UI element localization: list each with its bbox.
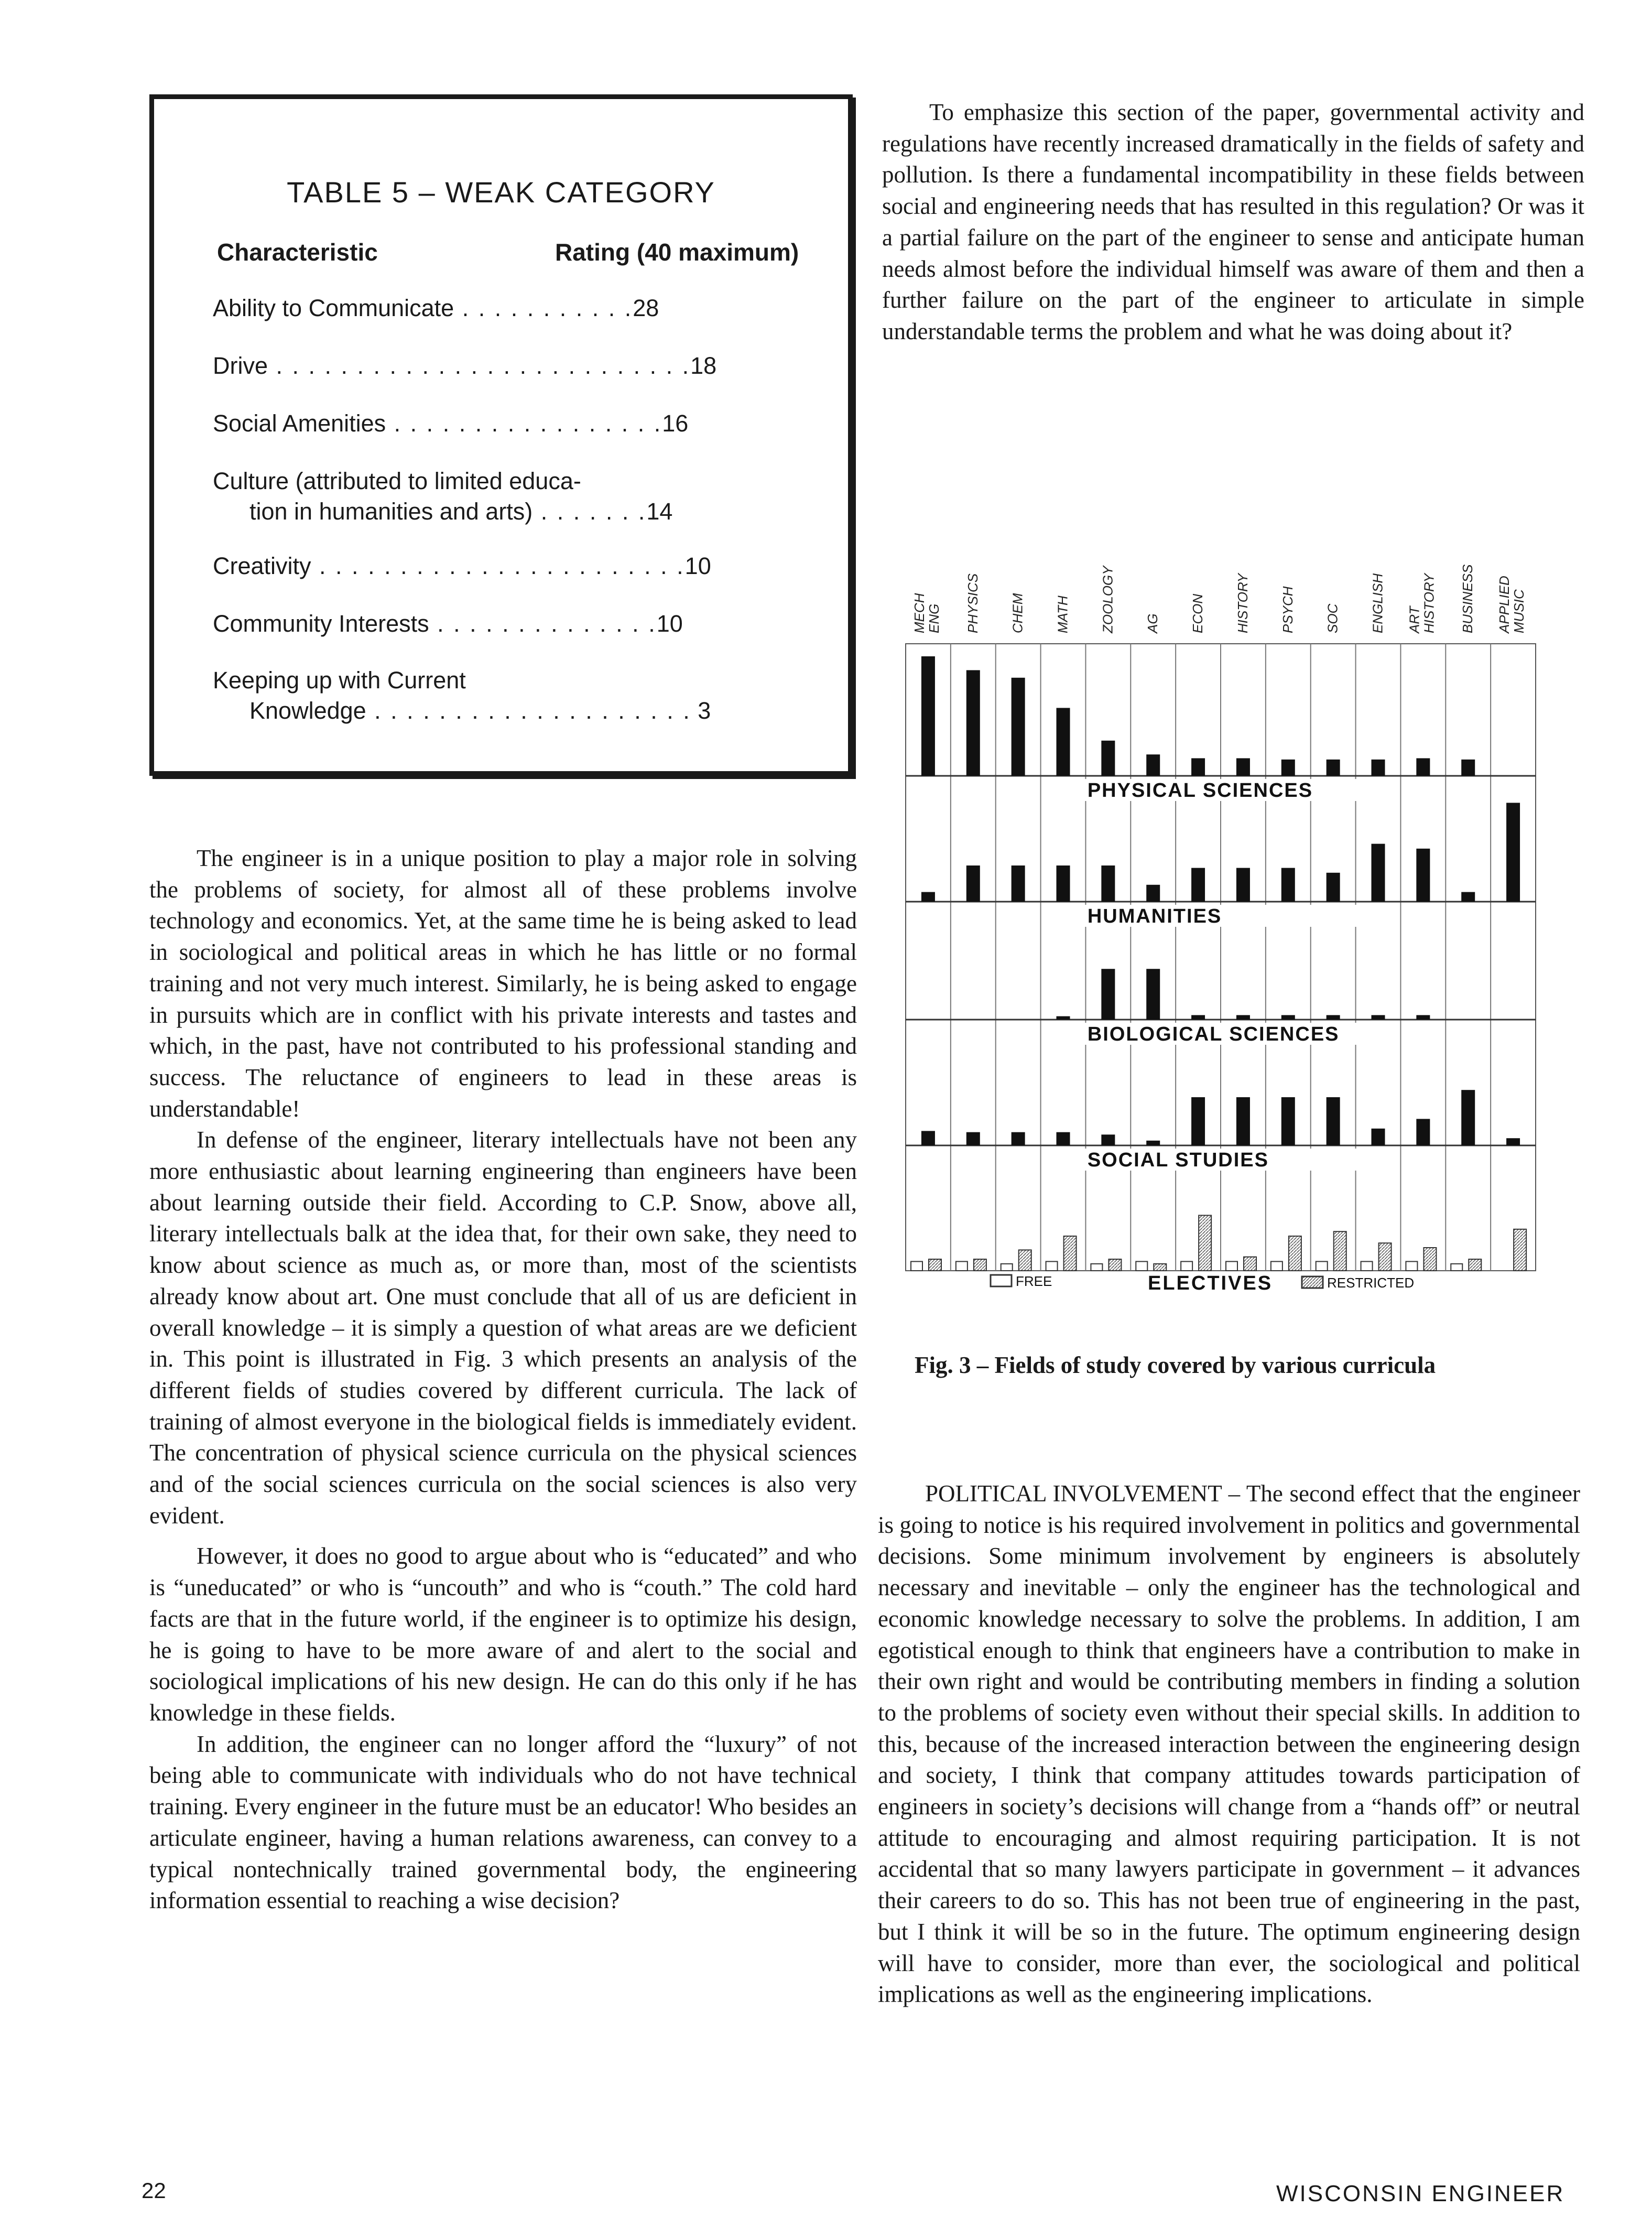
paragraph: However, it does no good to argue about who is “educated” and who is “uneducated” or who is “uncouth” and who is “couth.” The cold hard facts are that in the future world, if the engineer is to optimize his design, he is going to have to be more aware of and alert to the social and sociological implications of his new design. He can do this only if he has knowledge in these fields. xyxy=(149,1543,857,1726)
data-bar xyxy=(1506,803,1520,902)
legend-free-label: FREE xyxy=(1016,1273,1052,1289)
data-bar xyxy=(1327,1097,1340,1145)
elective-free-bar xyxy=(1136,1261,1147,1271)
row-value: 16 xyxy=(662,410,689,437)
data-bar xyxy=(1236,868,1250,902)
elective-free-bar xyxy=(1406,1261,1417,1271)
paragraph: To emphasize this section of the paper, governmental activity and regulations have recently increased dramatically in the fields of safety and pollution. Is there a fundamental incompatibility in these fields between social and engineering needs that has resulted in this regulation? Or was it a partial failure on the part of the engineer to sense and anticipate human needs almost before the individual himself was aware of them and then a further failure on the part of the engineer to articulate in simple understandable terms the problem and what he was doing about it? xyxy=(882,99,1584,344)
elective-restricted-bar xyxy=(974,1259,986,1271)
data-bar xyxy=(1101,865,1115,902)
data-bar xyxy=(966,865,980,902)
data-bar xyxy=(1191,1097,1205,1145)
category-label: ZOOLOGY xyxy=(1100,566,1116,633)
elective-free-bar xyxy=(1361,1261,1373,1271)
elective-free-bar xyxy=(1451,1264,1462,1271)
elective-free-bar xyxy=(1316,1261,1328,1271)
category-label: PSYCH xyxy=(1279,586,1296,633)
data-bar xyxy=(1461,1090,1475,1145)
data-bar xyxy=(1057,1132,1070,1145)
data-bar xyxy=(1012,865,1025,902)
data-bar xyxy=(921,656,935,776)
panel-label: HUMANITIES xyxy=(1087,905,1222,927)
category-label: HISTORY xyxy=(1234,573,1251,633)
figure-caption: Fig. 3 – Fields of study covered by various curricula xyxy=(915,1352,1436,1378)
elective-restricted-bar xyxy=(929,1259,941,1271)
elective-restricted-bar xyxy=(1019,1250,1031,1271)
data-bar xyxy=(1372,844,1385,902)
category-label: MATH xyxy=(1055,596,1071,633)
table5-box xyxy=(149,94,853,776)
data-bar xyxy=(1146,885,1160,902)
row-label: Culture (attributed to limited educa- xyxy=(213,468,581,494)
data-bar xyxy=(1372,1129,1385,1145)
data-bar xyxy=(1191,758,1205,776)
data-bar xyxy=(1327,760,1340,776)
row-value: 14 xyxy=(646,498,673,525)
row-label: Community Interests xyxy=(213,610,429,637)
row-leader: . . . . . . . xyxy=(532,498,647,525)
category-label: SOC xyxy=(1324,603,1341,633)
row-value: 10 xyxy=(684,553,711,579)
data-bar xyxy=(1281,760,1295,776)
data-bar xyxy=(1012,1132,1025,1145)
data-bar xyxy=(1236,1015,1250,1020)
elective-free-bar xyxy=(1226,1261,1237,1271)
category-label: ECON xyxy=(1190,593,1206,633)
category-label: MECHENG xyxy=(911,593,942,633)
page-number: 22 xyxy=(142,2178,166,2203)
data-bar xyxy=(1416,758,1430,776)
data-bar xyxy=(1191,868,1205,902)
header-rating: Rating (40 maximum) xyxy=(555,239,799,266)
category-label: PHYSICS xyxy=(964,573,981,633)
category-label: ENGLISH xyxy=(1370,573,1386,633)
category-label: AG xyxy=(1145,613,1161,633)
elective-free-bar xyxy=(1271,1261,1283,1271)
data-bar xyxy=(1416,849,1430,902)
row-leader: . . . . . . . . . . . . . . . . . . . . xyxy=(366,697,691,724)
category-label: APPLIEDMUSIC xyxy=(1496,576,1527,633)
panel-label: PHYSICAL SCIENCES xyxy=(1087,780,1313,802)
row-label: Creativity xyxy=(213,553,311,579)
data-bar xyxy=(1191,1015,1205,1020)
table-row xyxy=(213,551,789,581)
row-leader: . . . . . . . . . . . xyxy=(454,295,633,321)
data-bar xyxy=(1281,1015,1295,1020)
data-bar xyxy=(1146,1141,1160,1145)
category-label: ARTHISTORY xyxy=(1406,573,1437,633)
legend-restricted-label: RESTRICTED xyxy=(1327,1275,1415,1291)
category-label: CHEM xyxy=(1009,593,1026,633)
elective-free-bar xyxy=(1091,1264,1102,1271)
table-row xyxy=(213,408,789,439)
paragraph: POLITICAL INVOLVEMENT – The second effect that the engineer is going to notice is his required involvement in politics and governmental decisions. Some minimum involvement by engineers is absolutely necessary and inevitable – only the engineer has the technological and economic knowledge necessary to solve the problems. In addition, I am egotistical enough to think that engineers have a contribution to make in their own right and would be contributing members in finding a solution to the problems of society even without their special skills. In addition to this, because of the increased interaction between the engineering design and society, I think that company attitudes towards participation of engineers in society’s decisions will change from a “hands off” or neutral attitude to encouraging and almost requiring participation. It is not accidental that so many lawyers participate in government – it advances their careers to do so. This has not been true of engineering in the past, but I think it will be so in the future. The optimum engineering design will have to consider, more than ever, the sociological and political implications as well as the engineering implications. xyxy=(878,1480,1580,2008)
elective-restricted-bar xyxy=(1379,1243,1392,1271)
data-bar xyxy=(1281,868,1295,902)
data-bar xyxy=(1236,1097,1250,1145)
elective-restricted-bar xyxy=(1244,1257,1256,1271)
data-bar xyxy=(1327,1015,1340,1020)
table-row xyxy=(213,351,789,381)
left-column-text xyxy=(149,843,857,1917)
table-title: TABLE 5 – WEAK CATEGORY xyxy=(287,176,715,209)
elective-restricted-bar xyxy=(1064,1236,1077,1271)
data-bar xyxy=(1372,1015,1385,1020)
data-bar xyxy=(1057,708,1070,776)
right-top-text xyxy=(882,97,1584,348)
elective-restricted-bar xyxy=(1469,1259,1481,1271)
row-label: Social Amenities xyxy=(213,410,386,437)
data-bar xyxy=(966,1132,980,1145)
elective-restricted-bar xyxy=(1514,1229,1526,1271)
data-bar xyxy=(1146,754,1160,776)
row-value: 10 xyxy=(656,610,683,637)
paragraph: In defense of the engineer, literary intellectuals have not been any more enthusiastic about learning engineering than engineers have been about learning outside their field. According to C.P. Snow, above all, literary intellectuals balk at the idea that, for their own sake, they need to know about science as much as, or more than, most of the scientists already know about art. One must conclude that all of us are deficient in overall knowledge – it is simply a question of what areas are we deficient in. This point is illustrated in Fig. 3 which presents an analysis of the different fields of studies covered by different curricula. The lack of training of almost everyone in the biological fields is immediately evident. The concentration of physical science curricula on the physical sciences and of the social sciences curricula on the social sciences is also very evident. xyxy=(149,1127,857,1529)
data-bar xyxy=(921,892,935,902)
table-row xyxy=(213,609,789,639)
data-bar xyxy=(1146,969,1160,1020)
row-label: Keeping up with Current xyxy=(213,667,466,694)
row-leader: . . . . . . . . . . . . . . xyxy=(429,610,657,637)
data-bar xyxy=(1012,678,1025,776)
data-bar xyxy=(1461,760,1475,776)
panel-label: SOCIAL STUDIES xyxy=(1087,1149,1269,1171)
table-row xyxy=(213,293,789,323)
legend-free-swatch xyxy=(991,1275,1012,1286)
elective-restricted-bar xyxy=(1423,1248,1436,1271)
elective-free-bar xyxy=(911,1261,922,1271)
paragraph: The engineer is in a unique position to play a major role in solving the problems of society, for almost all of these problems involve technology and economics. Yet, at the same time he is being asked to lead in sociological and political areas in which he has little or no formal training and not very much interest. Similarly, he is being asked to engage in pursuits which are in conflict with his private interests and tastes and which, in the past, have not contributed to his professional standing and success. The reluctance of engineers to lead in these areas is understandable! xyxy=(149,845,857,1122)
row-label: Ability to Communicate xyxy=(213,295,454,321)
electives-label: ELECTIVES xyxy=(1148,1272,1273,1294)
fields-of-study-chart xyxy=(891,545,1551,1300)
data-bar xyxy=(1236,758,1250,776)
row-leader: . . . . . . . . . . . . . . . . . . . . . . . . . . xyxy=(268,352,691,379)
data-bar xyxy=(1327,873,1340,902)
right-bottom-text xyxy=(878,1478,1580,2010)
data-bar xyxy=(1506,1138,1520,1145)
row-value: 3 xyxy=(691,697,711,724)
data-bar xyxy=(1416,1119,1430,1145)
data-bar xyxy=(921,1131,935,1145)
elective-free-bar xyxy=(1001,1264,1013,1271)
row-leader: . . . . . . . . . . . . . . . . . xyxy=(386,410,662,437)
table-row xyxy=(213,665,789,726)
row-value: 28 xyxy=(633,295,659,321)
header-characteristic: Characteristic xyxy=(217,239,378,266)
data-bar xyxy=(1372,760,1385,776)
table-row xyxy=(213,466,789,527)
elective-restricted-bar xyxy=(1289,1236,1301,1271)
row-value: 18 xyxy=(690,352,717,379)
data-bar xyxy=(1461,892,1475,902)
legend-restricted-swatch xyxy=(1302,1276,1323,1288)
data-bar xyxy=(1416,1015,1430,1020)
journal-name: WISCONSIN ENGINEER xyxy=(1276,2181,1565,2206)
elective-restricted-bar xyxy=(1108,1259,1121,1271)
elective-free-bar xyxy=(1046,1261,1058,1271)
elective-free-bar xyxy=(956,1261,968,1271)
data-bar xyxy=(1101,741,1115,776)
row-label: Drive xyxy=(213,352,268,379)
data-bar xyxy=(1281,1097,1295,1145)
elective-restricted-bar xyxy=(1199,1215,1211,1271)
row-label-continued: tion in humanities and arts) xyxy=(249,498,533,525)
panel-label: BIOLOGICAL SCIENCES xyxy=(1087,1023,1340,1045)
elective-restricted-bar xyxy=(1154,1264,1166,1271)
data-bar xyxy=(1057,1016,1070,1020)
data-bar xyxy=(1101,969,1115,1020)
data-bar xyxy=(966,670,980,776)
data-bar xyxy=(1101,1134,1115,1145)
elective-restricted-bar xyxy=(1334,1231,1346,1271)
elective-free-bar xyxy=(1181,1261,1192,1271)
row-leader: . . . . . . . . . . . . . . . . . . . . . . . xyxy=(311,553,685,579)
paragraph: In addition, the engineer can no longer afford the “luxury” of not being able to communicate with individuals who do not have technical training. Every engineer in the future must be an educator! Who besides an articulate engineer, having a human relations awareness, can convey to a typical nontechnically trained governmental body, the engineering information essential to reaching a wise decision? xyxy=(149,1730,857,1914)
row-label-continued: Knowledge xyxy=(249,697,366,724)
data-bar xyxy=(1057,865,1070,902)
category-label: BUSINESS xyxy=(1460,564,1476,633)
